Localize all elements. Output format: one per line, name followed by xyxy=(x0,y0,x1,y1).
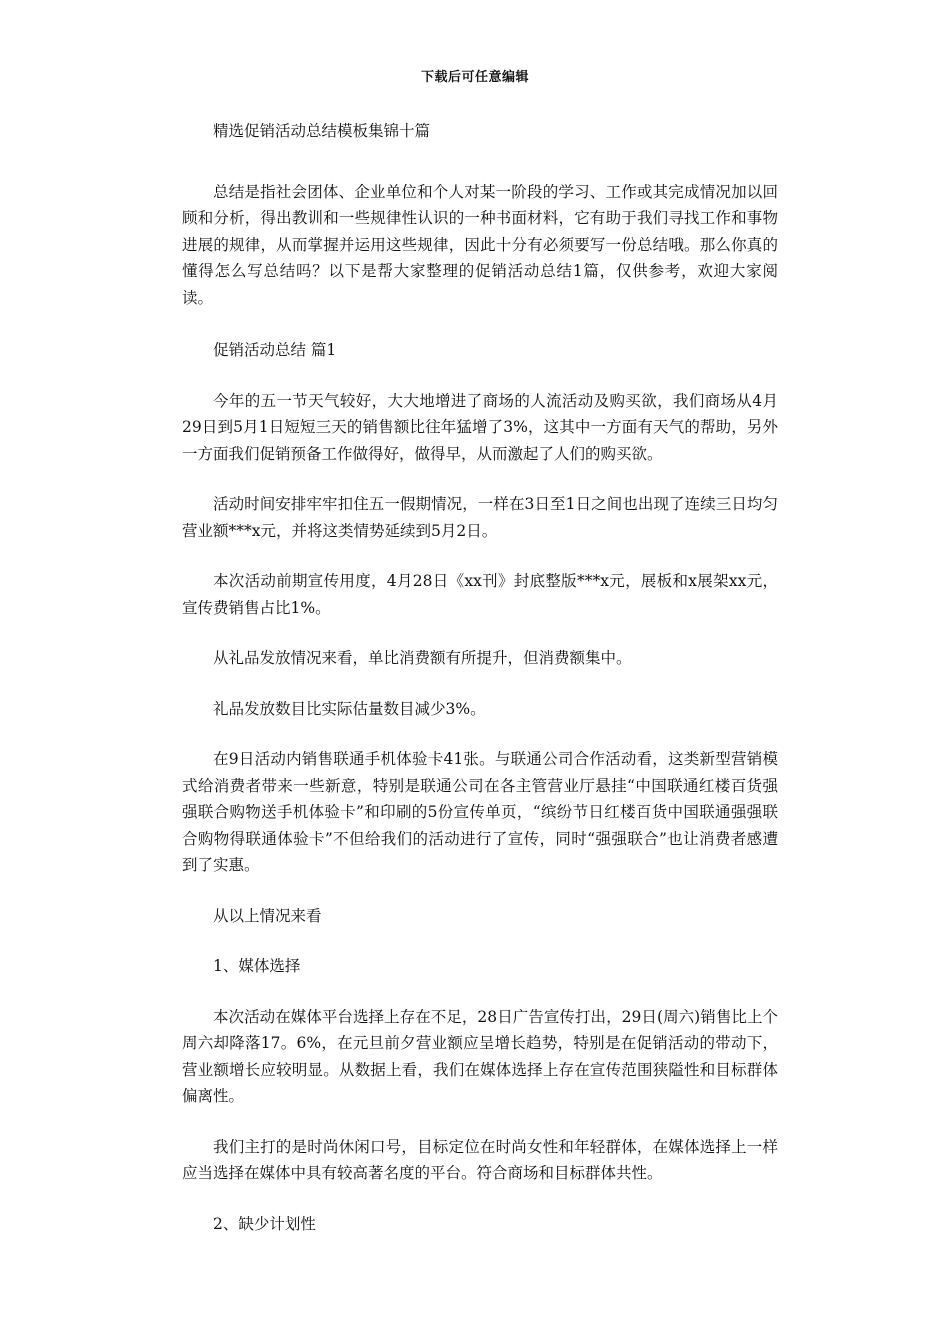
document-title: 精选促销活动总结模板集锦十篇 xyxy=(213,122,431,140)
body-paragraph: 礼品发放数目比实际估量数目减少3%。 xyxy=(213,699,486,718)
body-paragraph: 从以上情况来看 xyxy=(213,906,322,925)
section-heading: 促销活动总结 篇1 xyxy=(213,341,337,359)
body-paragraph: 本次活动前期宣传用度，4月28日《xx刊》封底整版***x元，展板和x展架xx元，宣传费销售占比1%。 xyxy=(182,572,778,617)
body-paragraph: 活动时间安排牢牢扣住五一假期情况，一样在3日至1日之间也出现了连续三日均匀营业额***x元，并将这类情势延续到5月2日。 xyxy=(182,495,778,540)
subheading: 2、缺少计划性 xyxy=(213,1214,316,1233)
body-paragraph: 今年的五一节天气较好，大大地增进了商场的人流活动及购买欲，我们商场从4月29日到5月1日短短三天的销售额比往年猛增了3%，这其中一方面有天气的帮助，另外一方面我们促销预备工作做得好，做得早，从而激起了人们的购买欲。 xyxy=(182,391,778,463)
body-paragraph: 从礼品发放情况来看，单比消费额有所提升，但消费额集中。 xyxy=(213,649,632,667)
subheading: 1、媒体选择 xyxy=(213,957,301,975)
document-body xyxy=(182,118,778,1261)
header-note: 下载后可任意编辑 xyxy=(420,70,529,85)
body-paragraph: 本次活动在媒体平台选择上存在不足，28日广告宣传打出，29日(周六)销售比上个周六却降落17。6%，在元旦前夕营业额应呈增长趋势，特别是在促销活动的带动下，营业额增长应较明显。从数据上看，我们在媒体选择上存在宣传范围狭隘性和目标群体偏离性。 xyxy=(182,1007,778,1105)
body-paragraph: 在9日活动内销售联通手机体验卡41张。与联通公司合作活动看，这类新型营销模式给消费者带来一些新意，特别是联通公司在各主管营业厅悬挂“中国联通红楼百货强强联合购物送手机体验卡”和印刷的5份宣传单页，“缤纷节日红楼百货中国联通强强联合购物得联通体验卡”不但给我们的活动进行了宣传，同时“强强联合”也让消费者感遭到了实惠。 xyxy=(182,750,778,874)
intro-paragraph: 总结是指社会团体、企业单位和个人对某一阶段的学习、工作或其完成情况加以回顾和分析，得出教训和一些规律性认识的一种书面材料，它有助于我们寻找工作和事物进展的规律，从而掌握并运用这些规律，因此十分有必须要写一份总结哦。那么你真的懂得怎么写总结吗？以下是帮大家整理的促销活动总结1篇，仅供参考，欢迎大家阅读。 xyxy=(182,182,778,307)
body-paragraph: 我们主打的是时尚休闲口号，目标定位在时尚女性和年轻群体，在媒体选择上一样应当选择在媒体中具有较高著名度的平台。符合商场和目标群体共性。 xyxy=(182,1137,778,1182)
